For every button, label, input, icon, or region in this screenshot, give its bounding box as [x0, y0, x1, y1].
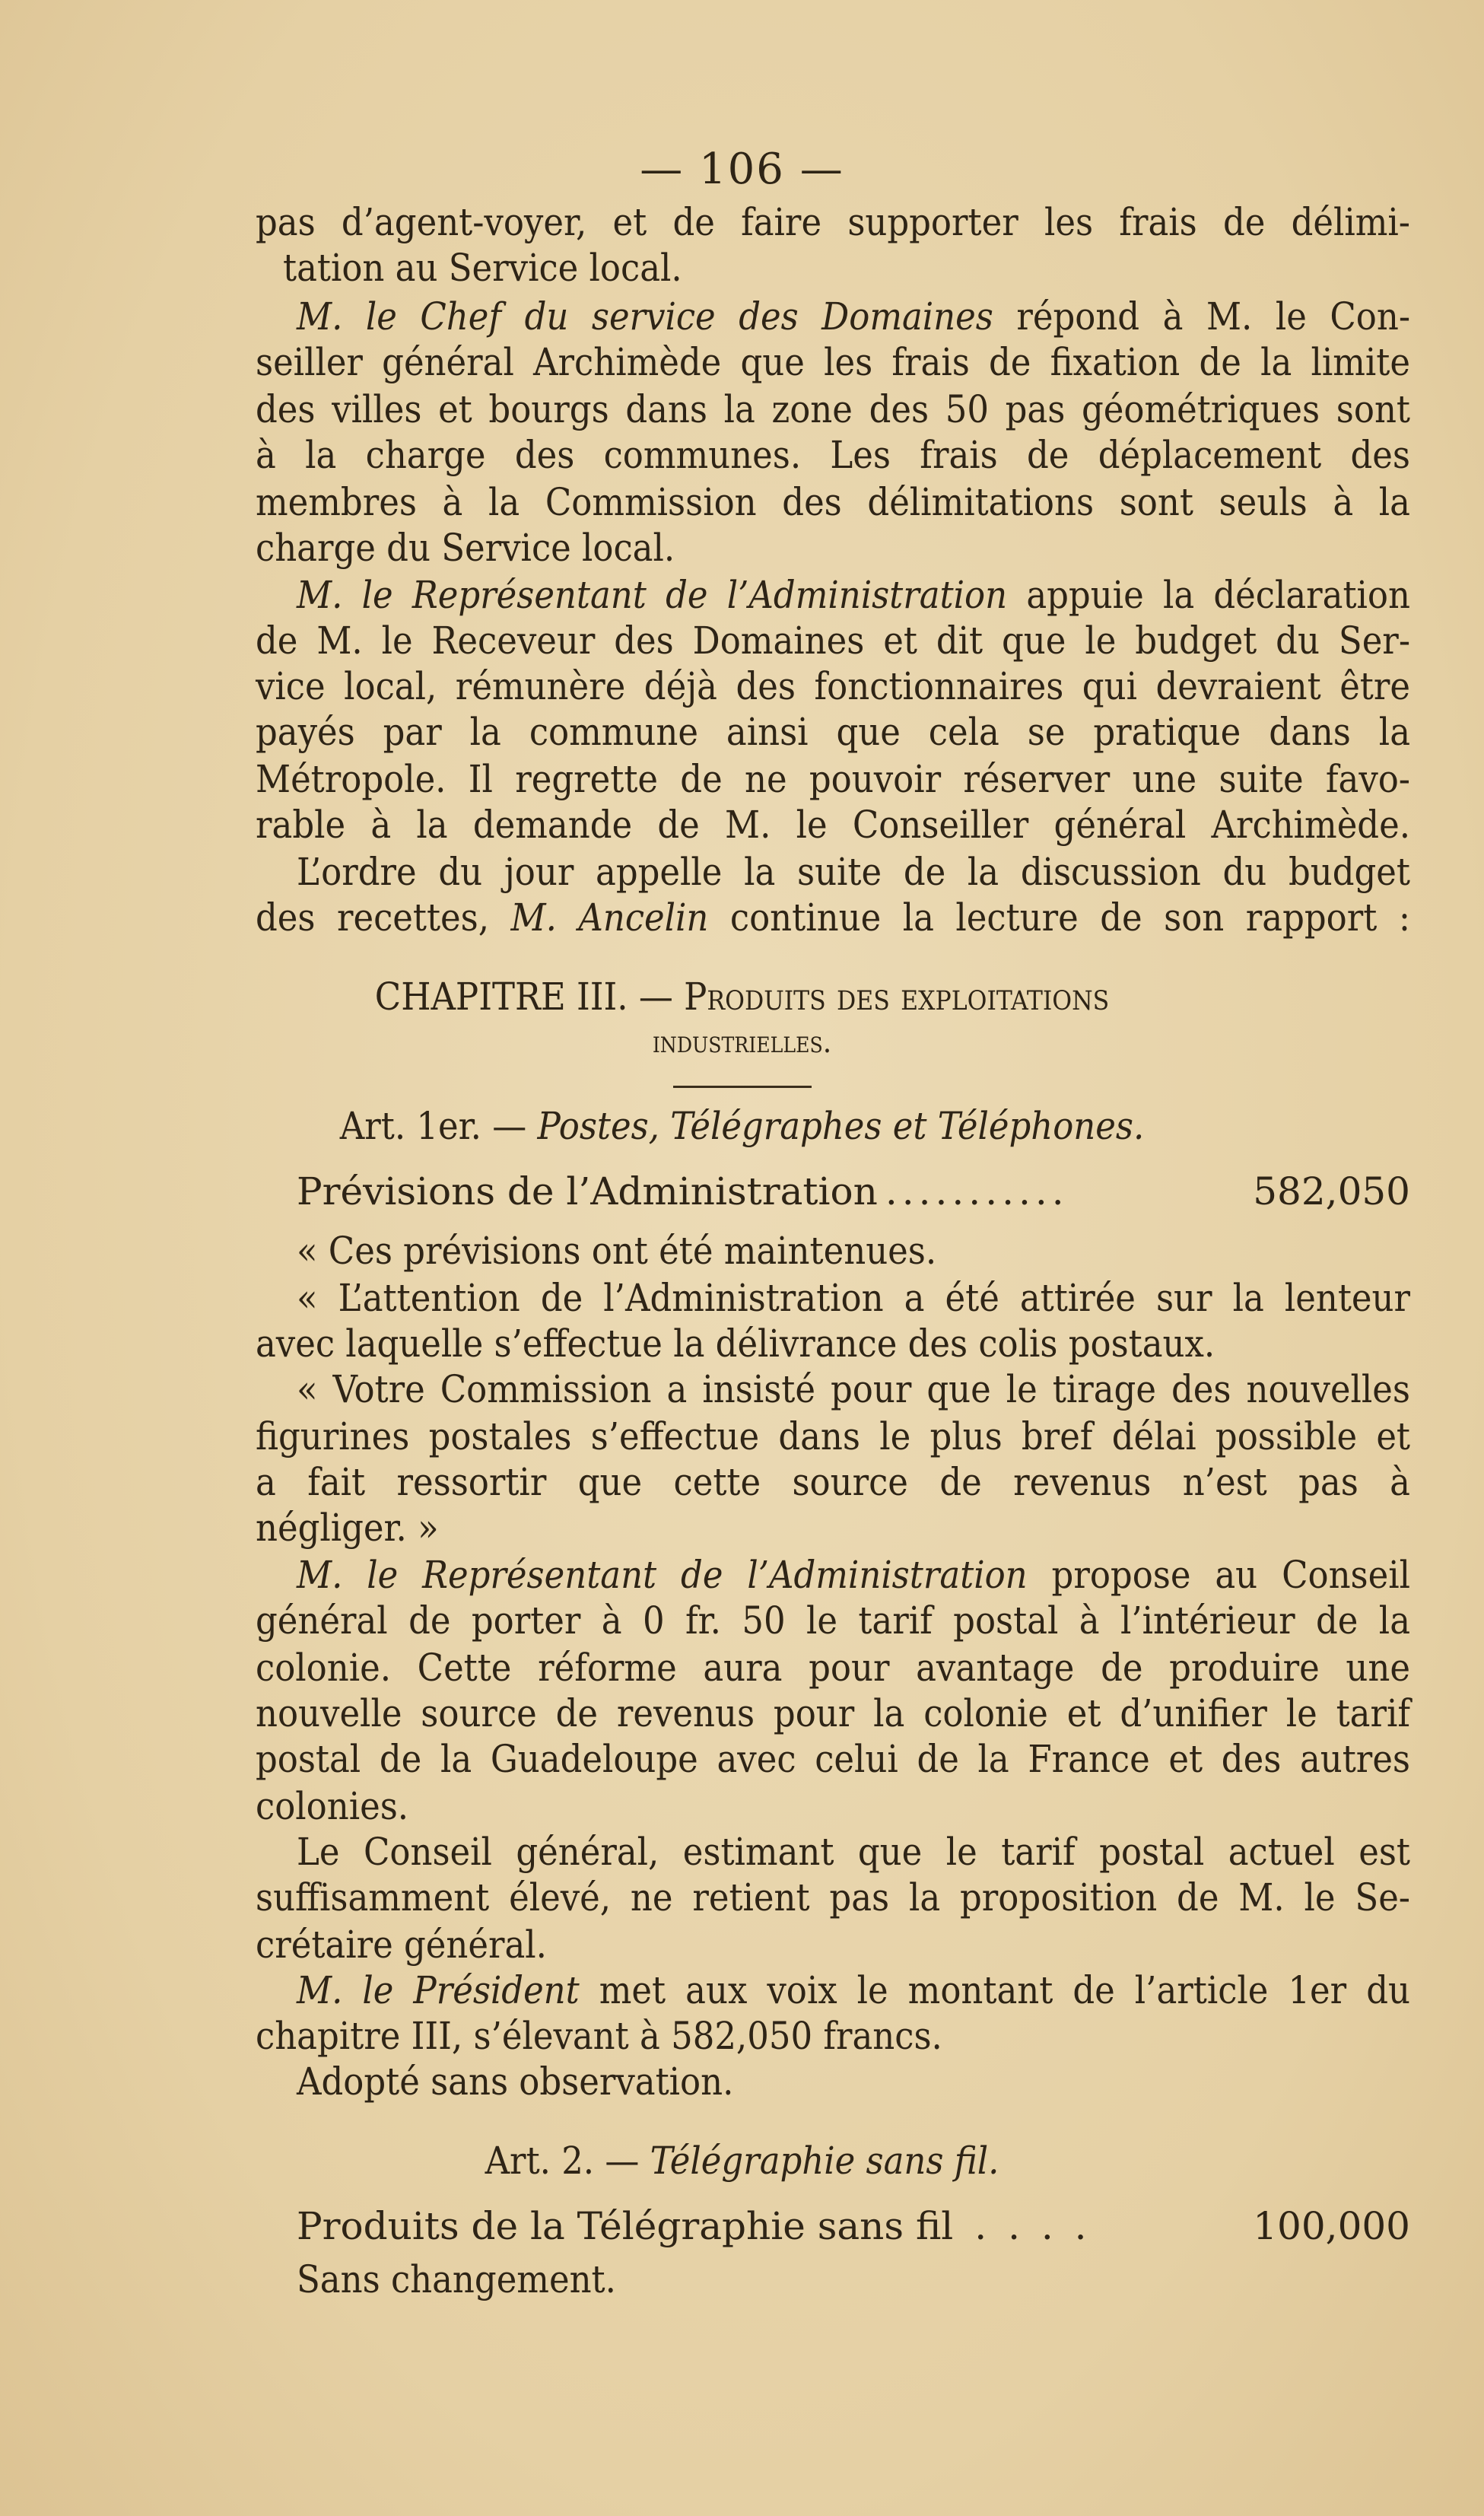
text-line: négliger. » [256, 1506, 439, 1550]
speaker-name: M. le Représentant de l’Administration [297, 573, 1008, 617]
speaker-name: M. le Chef du service des Domaines [297, 294, 993, 339]
text-line: crétaire général. [256, 1923, 547, 1967]
text-line: Sans changement. [297, 2257, 616, 2301]
text-line: charge du Service local. [256, 526, 675, 570]
text-line: a fait ressortir que cette source de revenus n’est pas à [256, 1460, 1410, 1504]
text-line: des villes et bourgs dans la zone des 50 pas géométriques sont [256, 387, 1410, 431]
row-label: Prévisions de l’Administration [297, 1169, 878, 1213]
text-line: L’ordre du jour appelle la suite de la discussion du budget [297, 850, 1410, 894]
row-value: 100,000 [1253, 2204, 1410, 2248]
text-line: M. le Président met aux voix le montant de l’article 1er du [297, 1968, 1410, 2012]
text-line: Métropole. Il regrette de ne pouvoir réserver une suite favo- [256, 757, 1410, 801]
text-line: « Votre Commission a insisté pour que le tirage des nouvelles [297, 1367, 1410, 1411]
product-row [297, 2203, 1410, 2249]
text-line: colonie. Cette réforme aura pour avantage de produire une [256, 1646, 1410, 1690]
speaker-name: M. Ancelin [510, 895, 709, 940]
page-number: — 106 — [640, 145, 844, 194]
article-heading: Art. 2. — Télégraphie sans fil. [485, 2139, 999, 2183]
text-line: M. le Représentant de l’Administration appuie la déclaration [297, 573, 1410, 617]
article-heading: Art. 1er. — Postes, Télégraphes et Téléphones. [339, 1104, 1145, 1148]
text-line: avec laquelle s’effectue la délivrance des colis postaux. [256, 1322, 1215, 1366]
text-line: rable à la demande de M. le Conseiller général Archimède. [256, 803, 1410, 847]
text-line: de M. le Receveur des Domaines et dit que le budget du Ser- [256, 619, 1410, 663]
section-divider [673, 1086, 812, 1088]
text-line: pas d’agent-voyer, et de faire supporter les frais de délimi- [256, 200, 1410, 244]
text-line: colonies. [256, 1784, 409, 1828]
forecast-row [297, 1169, 1410, 1214]
text-line: chapitre III, s’élevant à 582,050 francs. [256, 2014, 942, 2058]
text-line: tation au Service local. [283, 246, 682, 290]
text-line: seiller général Archimède que les frais de fixation de la limite [256, 340, 1410, 384]
text-line: « L’attention de l’Administration a été attirée sur la lenteur [297, 1276, 1410, 1320]
row-leader: . . . . [974, 2204, 1092, 2248]
text-line: nouvelle source de revenus pour la colonie et d’unifier le tarif [256, 1691, 1410, 1735]
text-line: vice local, rémunère déjà des fonctionnaires qui devraient être [256, 664, 1410, 708]
text-line: M. le Chef du service des Domaines répond à M. le Con- [297, 294, 1411, 339]
text-line: figurines postales s’effectue dans le plus bref délai possible et [256, 1414, 1410, 1458]
text-line: « Ces prévisions ont été maintenues. [297, 1229, 937, 1273]
chapter-heading-cont: industrielles. [652, 1025, 832, 1060]
text-line: Adopté sans observation. [297, 2060, 734, 2104]
row-label: Produits de la Télégraphie sans fil [297, 2204, 954, 2248]
text-line: général de porter à 0 fr. 50 le tarif postal à l’intérieur de la [256, 1598, 1410, 1643]
text-line: M. le Représentant de l’Administration propose au Conseil [297, 1553, 1410, 1597]
text-line: suffisamment élevé, ne retient pas la proposition de M. le Se- [256, 1875, 1410, 1920]
text-line: membres à la Commission des délimitations sont seuls à la [256, 480, 1410, 524]
speaker-name: M. le Président [297, 1968, 580, 2012]
row-value: 582,050 [1253, 1169, 1410, 1213]
text-line: postal de la Guadeloupe avec celui de la France et des autres [256, 1737, 1410, 1781]
text-line: Le Conseil général, estimant que le tarif postal actuel est [297, 1830, 1410, 1874]
text-line: des recettes, M. Ancelin continue la lecture de son rapport : [256, 895, 1411, 940]
row-leader: ........... [885, 1169, 1069, 1213]
text-line: à la charge des communes. Les frais de déplacement des [256, 433, 1410, 477]
text-line: payés par la commune ainsi que cela se pratique dans la [256, 710, 1410, 754]
speaker-name: M. le Représentant de l’Administration [297, 1553, 1028, 1597]
chapter-heading: CHAPITRE III. — Produits des exploitations [374, 975, 1110, 1019]
